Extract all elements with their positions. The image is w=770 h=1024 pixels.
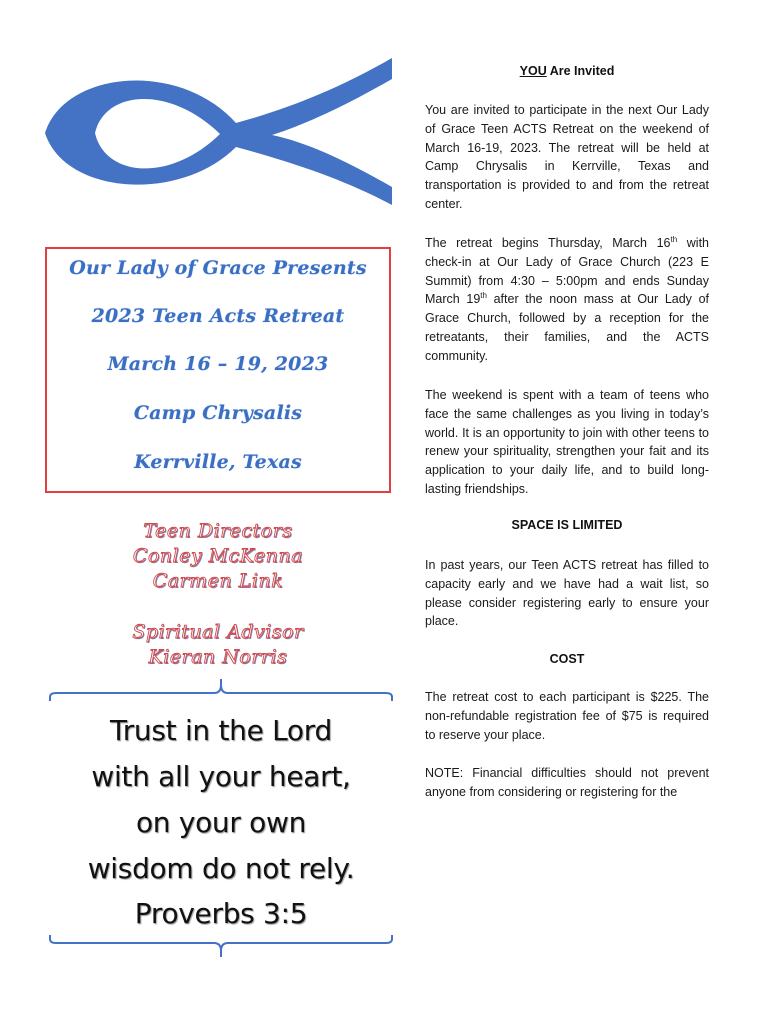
- ordinal-suffix: th: [670, 234, 678, 244]
- directors-heading: Teen Directors: [143, 520, 293, 542]
- event-presenter: Our Lady of Grace Presents: [69, 257, 367, 279]
- schedule-text: with check-in at Our Lady of Grace Church (223 E Summit) from 4:30 – 5:00pm and ends Sunday March 19: [425, 236, 709, 307]
- top-brace: [48, 679, 394, 703]
- invite-paragraph: You are invited to participate in the next Our Lady of Grace Teen ACTS Retreat on the weekend of March 16-19, 2023. The retreat will be held at Camp Chrysalis in Kerrville, Texas and transportation is provided to and from the retreat center.: [425, 103, 709, 211]
- schedule-text: The retreat begins Thursday, March 16: [425, 236, 671, 250]
- weekend-paragraph: The weekend is spent with a team of teens who face the same challenges as you living in today’s world. It is an opportunity to join with other teens to renew your spirituality, strengthen your fait and its application to your daily life, and to build long-lasting friendships.: [425, 388, 709, 496]
- event-title: 2023 Teen Acts Retreat: [91, 305, 345, 327]
- director-name: Conley McKenna: [132, 545, 304, 567]
- event-city: Kerrville, Texas: [134, 451, 302, 473]
- verse-reference: Proverbs 3:5: [134, 897, 308, 930]
- verse-line: wisdom do not rely.: [87, 852, 355, 885]
- advisor-heading: Spiritual Advisor: [132, 621, 304, 643]
- schedule-paragraph: [425, 234, 709, 366]
- bottom-brace: [48, 933, 394, 957]
- event-info-box: [45, 247, 391, 493]
- note-paragraph: NOTE: Financial difficulties should not prevent anyone from considering or registering for the: [425, 766, 709, 799]
- space-limited-heading: SPACE IS LIMITED: [511, 518, 623, 532]
- ordinal-suffix: th: [480, 291, 487, 301]
- verse-line: Trust in the Lord: [110, 714, 332, 747]
- schedule-text: after the noon mass at Our Lady of Grace Church, followed by a reception for the retreatants, their families, and the ACTS community.: [425, 292, 709, 363]
- cost-heading: COST: [549, 652, 585, 666]
- invite-heading: [425, 64, 709, 78]
- space-paragraph: In past years, our Teen ACTS retreat has filled to capacity early and we have had a wait list, so please consider registering early to ensure your place.: [425, 558, 709, 629]
- verse-line: on your own: [135, 806, 307, 839]
- director-name: Carmen Link: [152, 570, 284, 592]
- cost-paragraph: The retreat cost to each participant is $225. The non-refundable registration fee of $75 is required to reserve your place.: [425, 690, 709, 742]
- ichthys-fish-icon: [40, 55, 396, 205]
- invite-heading-rest: Are Invited: [546, 64, 615, 78]
- advisor-name: Kieran Norris: [148, 646, 288, 668]
- event-venue: Camp Chrysalis: [133, 402, 303, 424]
- invite-heading-you: YOU: [519, 64, 547, 78]
- verse-line: with all your heart,: [91, 760, 351, 793]
- event-dates: March 16 – 19, 2023: [107, 353, 329, 375]
